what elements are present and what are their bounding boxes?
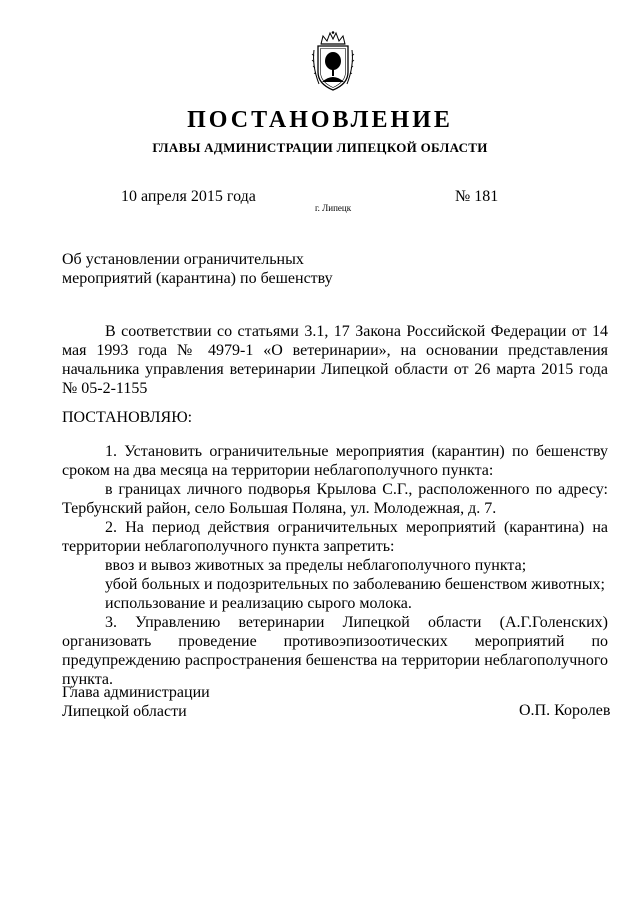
- signatory-position-line: Глава администрации: [62, 684, 210, 701]
- subject-line: Об установлении ограничительных: [62, 251, 304, 268]
- document-number: № 181: [455, 188, 499, 205]
- signatory-name: О.П. Королев: [519, 702, 611, 719]
- item-1-paragraph: 1. Установить ограничительные мероприятия (карантин) по бешенству сроком на два месяца на территории неблагополучного пункта:: [62, 443, 608, 479]
- ban-item: убой больных и подозрительных по заболеванию бешенством животных;: [105, 576, 605, 593]
- item-3-paragraph: 3. Управлению ветеринарии Липецкой области (А.Г.Голенских) организовать проведение противоэпизоотических мероприятий по предупреждению распространения бешенства на территории неблагополучного пункта.: [62, 614, 608, 688]
- ban-item: использование и реализацию сырого молока.: [105, 595, 412, 612]
- document-title: ПОСТАНОВЛЕНИЕ: [187, 107, 453, 133]
- signatory-position-line: Липецкой области: [62, 703, 187, 720]
- coat-of-arms-icon: [311, 30, 355, 92]
- preamble-paragraph: В соответствии со статьями 3.1, 17 Закона Российской Федерации от 14 мая 1993 года № 4979-1 «О ветеринарии», на основании представления начальника управления ветеринарии Липецкой области от 26 марта 2015 года № 05-2-1155: [62, 323, 608, 397]
- document-body: [62, 322, 608, 689]
- decree-word: ПОСТАНОВЛЯЮ:: [62, 409, 193, 426]
- subject-line: мероприятий (карантина) по бешенству: [62, 270, 333, 287]
- document-date: 10 апреля 2015 года: [121, 188, 256, 205]
- document-city: г. Липецк: [315, 203, 352, 213]
- ban-item: ввоз и вывоз животных за пределы неблагополучного пункта;: [105, 557, 527, 574]
- item-1-detail-paragraph: в границах личного подворья Крылова С.Г., расположенного по адресу: Тербунский район, село Большая Поляна, ул. Молодежная, д. 7.: [62, 481, 608, 517]
- document-subject: [62, 250, 333, 288]
- document-subtitle: ГЛАВЫ АДМИНИСТРАЦИИ ЛИПЕЦКОЙ ОБЛАСТИ: [152, 140, 488, 155]
- signatory-position: [62, 683, 210, 721]
- item-2-paragraph: 2. На период действия ограничительных мероприятий (карантина) на территории неблагополучного пункта запретить:: [62, 519, 608, 555]
